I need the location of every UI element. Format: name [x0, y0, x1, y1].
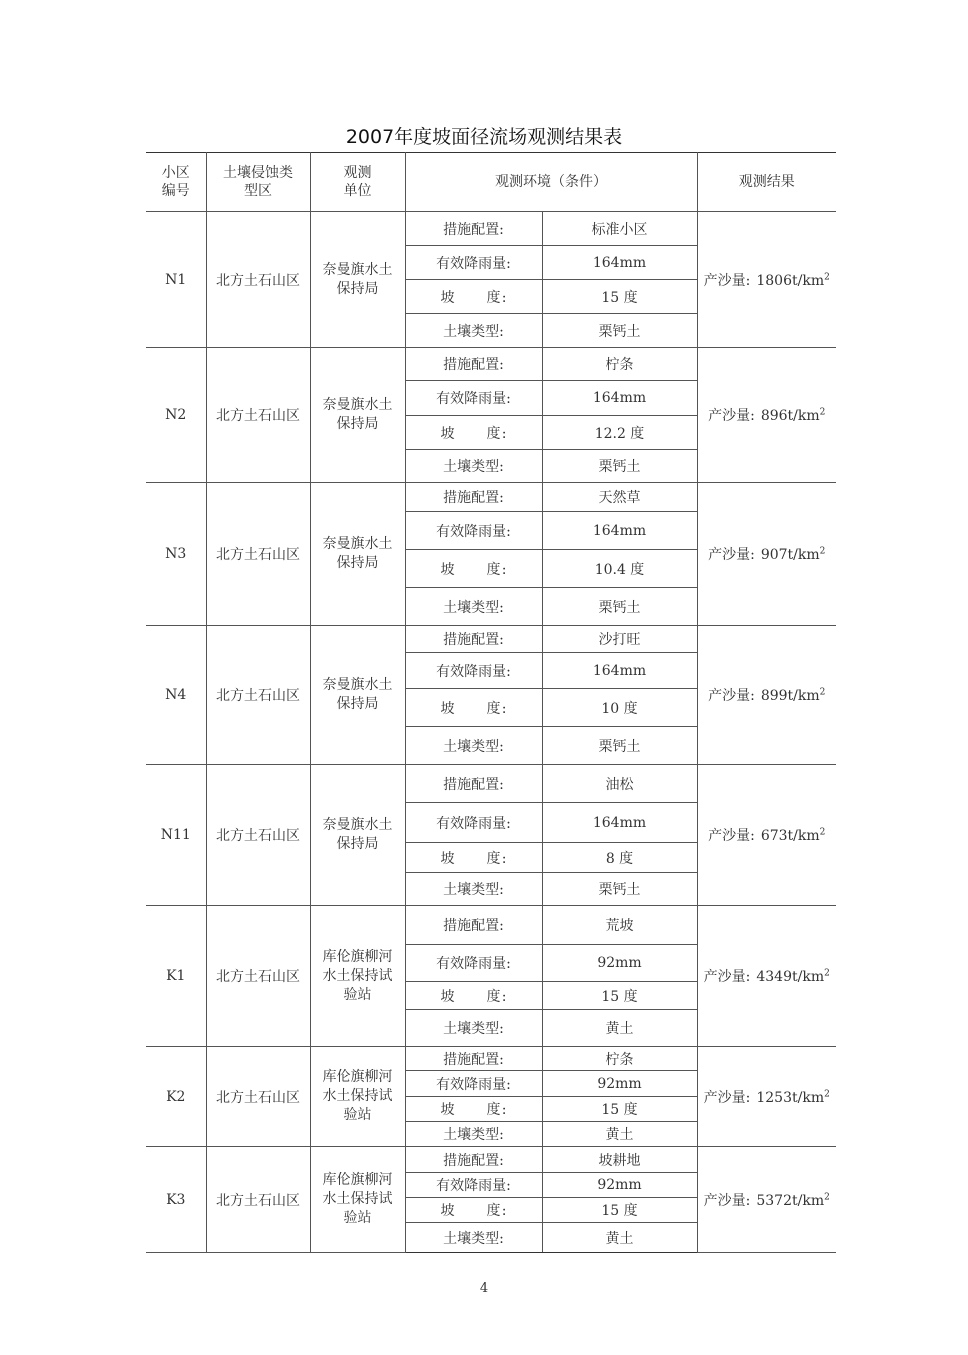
table-row	[146, 212, 836, 246]
region-cell: 北方土石山区	[206, 1047, 310, 1147]
slope-label: 坡 度:	[440, 289, 507, 306]
sediment-value: 5372	[756, 1192, 792, 1209]
soil-value-cell: 黄土	[542, 1122, 697, 1147]
result-prefix: 产沙量:	[708, 688, 755, 704]
soil-label-cell	[405, 450, 542, 483]
measure-label-cell	[405, 906, 542, 945]
measure-label: 措施配置:	[443, 1152, 504, 1169]
slope-label-cell	[405, 550, 542, 588]
soil-value-cell: 栗钙土	[542, 450, 697, 483]
unit-cell: 库伦旗柳河 水土保持试 验站	[310, 906, 405, 1047]
result-unit-exponent: 2	[819, 546, 826, 557]
slope-label: 坡 度:	[440, 850, 507, 867]
slope-value-cell: 15 度	[542, 280, 697, 314]
zone-code-cell: N1	[146, 212, 206, 348]
slope-value-cell: 12.2 度	[542, 416, 697, 450]
rainfall-label-cell	[405, 803, 542, 843]
measure-value-cell: 柠条	[542, 348, 697, 381]
unit-cell: 奈曼旗水土 保持局	[310, 765, 405, 906]
slope-value-cell: 10 度	[542, 689, 697, 727]
region-cell: 北方土石山区	[206, 626, 310, 765]
result-cell	[697, 1047, 836, 1147]
result-unit: t/km	[787, 688, 820, 704]
zone-code-cell: N11	[146, 765, 206, 906]
table-header-row	[146, 153, 836, 212]
zone-code-cell: K1	[146, 906, 206, 1047]
rainfall-label-cell	[405, 381, 542, 416]
zone-code-cell: K2	[146, 1047, 206, 1147]
measure-label-cell	[405, 348, 542, 381]
slope-label-cell	[405, 843, 542, 873]
soil-label: 土壤类型:	[443, 738, 504, 755]
measure-value-cell: 沙打旺	[542, 626, 697, 653]
soil-label-cell	[405, 1122, 542, 1147]
soil-value-cell: 栗钙土	[542, 588, 697, 626]
slope-label-cell	[405, 280, 542, 314]
unit-cell: 奈曼旗水土 保持局	[310, 212, 405, 348]
measure-label: 措施配置:	[443, 221, 504, 238]
measure-label: 措施配置:	[443, 776, 504, 793]
header-environment: 观测环境（条件）	[405, 153, 697, 212]
slope-label-cell	[405, 982, 542, 1010]
slope-label-cell	[405, 1198, 542, 1223]
measure-label: 措施配置:	[443, 632, 504, 648]
slope-value-cell: 15 度	[542, 1198, 697, 1223]
measure-label-cell	[405, 765, 542, 803]
result-prefix: 产沙量:	[703, 969, 751, 985]
measure-label-cell	[405, 1147, 542, 1173]
region-cell: 北方土石山区	[206, 765, 310, 906]
result-unit-exponent: 2	[824, 271, 830, 282]
measure-label-cell	[405, 212, 542, 246]
result-cell	[697, 212, 836, 348]
rainfall-label: 有效降雨量:	[436, 255, 511, 272]
sediment-value: 907	[760, 547, 788, 563]
unit-cell: 奈曼旗水土 保持局	[310, 348, 405, 483]
soil-label: 土壤类型:	[443, 1021, 504, 1037]
result-unit-exponent: 2	[824, 1191, 830, 1202]
rainfall-value-cell: 92mm	[542, 945, 697, 982]
zone-code-cell: N2	[146, 348, 206, 483]
result-cell	[697, 906, 836, 1047]
sediment-value: 1806	[756, 272, 792, 289]
slope-label: 坡 度:	[440, 561, 507, 578]
result-prefix: 产沙量:	[703, 1192, 751, 1209]
rainfall-label: 有效降雨量:	[436, 523, 511, 540]
zone-code-cell: N3	[146, 483, 206, 626]
unit-cell: 库伦旗柳河 水土保持试 验站	[310, 1147, 405, 1253]
measure-label-cell	[405, 483, 542, 512]
result-unit: t/km	[792, 1192, 825, 1209]
result-cell	[697, 483, 836, 626]
measure-value-cell: 标准小区	[542, 212, 697, 246]
table-row	[146, 626, 836, 653]
rainfall-label-cell	[405, 246, 542, 280]
result-unit: t/km	[787, 828, 820, 844]
rainfall-label-cell	[405, 653, 542, 689]
header-result: 观测结果	[697, 153, 836, 212]
result-unit-exponent: 2	[819, 407, 826, 418]
rainfall-value-cell: 92mm	[542, 1071, 697, 1097]
result-unit-exponent: 2	[819, 687, 826, 698]
soil-label: 土壤类型:	[443, 1230, 504, 1247]
region-cell: 北方土石山区	[206, 212, 310, 348]
rainfall-label: 有效降雨量:	[436, 663, 511, 680]
header-unit: 观测 单位	[310, 153, 405, 212]
table-row	[146, 348, 836, 381]
soil-label-cell	[405, 314, 542, 348]
observation-results-table	[146, 152, 836, 1253]
soil-label: 土壤类型:	[443, 882, 504, 898]
slope-label-cell	[405, 689, 542, 727]
soil-label-cell	[405, 873, 542, 906]
measure-value-cell: 荒坡	[542, 906, 697, 945]
measure-value-cell: 柠条	[542, 1047, 697, 1071]
slope-label-cell	[405, 1097, 542, 1122]
slope-value-cell: 10.4 度	[542, 550, 697, 588]
measure-label: 措施配置:	[443, 918, 504, 934]
result-prefix: 产沙量:	[708, 408, 755, 424]
result-unit: t/km	[792, 272, 825, 289]
result-cell	[697, 348, 836, 483]
sediment-value: 899	[760, 688, 788, 704]
measure-value-cell: 天然草	[542, 483, 697, 512]
sediment-value: 673	[760, 828, 788, 844]
sediment-value: 4349	[756, 969, 792, 985]
rainfall-value-cell: 164mm	[542, 512, 697, 550]
table-row	[146, 1047, 836, 1071]
soil-label: 土壤类型:	[443, 1127, 504, 1143]
unit-cell: 奈曼旗水土 保持局	[310, 626, 405, 765]
sediment-value: 896	[760, 408, 788, 424]
result-prefix: 产沙量:	[703, 272, 751, 289]
result-unit-exponent: 2	[824, 968, 830, 979]
measure-label-cell	[405, 1047, 542, 1071]
slope-label-cell	[405, 416, 542, 450]
slope-label: 坡 度:	[440, 1203, 507, 1219]
measure-label-cell	[405, 626, 542, 653]
table-row	[146, 906, 836, 945]
slope-value-cell: 8 度	[542, 843, 697, 873]
result-unit-exponent: 2	[819, 827, 826, 838]
region-cell: 北方土石山区	[206, 906, 310, 1047]
rainfall-label: 有效降雨量:	[436, 956, 511, 972]
page-title: 2007年度坡面径流场观测结果表	[345, 126, 623, 148]
rainfall-value-cell: 164mm	[542, 803, 697, 843]
result-prefix: 产沙量:	[708, 547, 755, 563]
table-row	[146, 483, 836, 512]
rainfall-label-cell	[405, 945, 542, 982]
soil-label: 土壤类型:	[443, 459, 504, 475]
soil-label: 土壤类型:	[443, 323, 504, 340]
soil-label: 土壤类型:	[443, 599, 504, 616]
unit-cell: 奈曼旗水土 保持局	[310, 483, 405, 626]
zone-code-cell: K3	[146, 1147, 206, 1253]
region-cell: 北方土石山区	[206, 1147, 310, 1253]
result-cell	[697, 765, 836, 906]
result-unit: t/km	[787, 547, 820, 563]
slope-label: 坡 度:	[440, 988, 507, 1005]
result-unit: t/km	[792, 1089, 825, 1106]
soil-value-cell: 黄土	[542, 1223, 697, 1253]
measure-label: 措施配置:	[443, 357, 504, 373]
table-row	[146, 1147, 836, 1173]
slope-label: 坡 度:	[440, 1102, 507, 1118]
sediment-value: 1253	[756, 1089, 792, 1106]
soil-label-cell	[405, 588, 542, 626]
region-cell: 北方土石山区	[206, 348, 310, 483]
unit-cell: 库伦旗柳河 水土保持试 验站	[310, 1047, 405, 1147]
soil-value-cell: 栗钙土	[542, 873, 697, 906]
soil-label-cell	[405, 1223, 542, 1253]
page-number: 4	[479, 1281, 489, 1296]
soil-label-cell	[405, 727, 542, 765]
measure-label: 措施配置:	[443, 490, 504, 506]
header-erosion-type: 土壤侵蚀类 型区	[206, 153, 310, 212]
measure-value-cell: 油松	[542, 765, 697, 803]
slope-value-cell: 15 度	[542, 1097, 697, 1122]
rainfall-label: 有效降雨量:	[436, 815, 511, 832]
rainfall-value-cell: 164mm	[542, 381, 697, 416]
region-cell: 北方土石山区	[206, 483, 310, 626]
soil-value-cell: 栗钙土	[542, 727, 697, 765]
result-unit: t/km	[787, 408, 820, 424]
rainfall-label-cell	[405, 1173, 542, 1198]
result-unit: t/km	[792, 969, 825, 985]
rainfall-value-cell: 164mm	[542, 653, 697, 689]
soil-value-cell: 栗钙土	[542, 314, 697, 348]
table-row	[146, 765, 836, 803]
rainfall-label: 有效降雨量:	[436, 391, 511, 407]
slope-value-cell: 15 度	[542, 982, 697, 1010]
result-cell	[697, 626, 836, 765]
rainfall-label-cell	[405, 1071, 542, 1097]
result-prefix: 产沙量:	[703, 1089, 751, 1106]
rainfall-value-cell: 164mm	[542, 246, 697, 280]
slope-label: 坡 度:	[440, 425, 507, 442]
zone-code-cell: N4	[146, 626, 206, 765]
rainfall-label-cell	[405, 512, 542, 550]
rainfall-value-cell: 92mm	[542, 1173, 697, 1198]
rainfall-label: 有效降雨量:	[436, 1076, 511, 1093]
measure-value-cell: 坡耕地	[542, 1147, 697, 1173]
soil-label-cell	[405, 1010, 542, 1047]
result-prefix: 产沙量:	[708, 828, 755, 844]
header-zone-code: 小区 编号	[146, 153, 206, 212]
slope-label: 坡 度:	[440, 700, 507, 717]
measure-label: 措施配置:	[443, 1051, 504, 1068]
rainfall-label: 有效降雨量:	[436, 1178, 511, 1194]
result-cell	[697, 1147, 836, 1253]
soil-value-cell: 黄土	[542, 1010, 697, 1047]
result-unit-exponent: 2	[824, 1088, 830, 1099]
